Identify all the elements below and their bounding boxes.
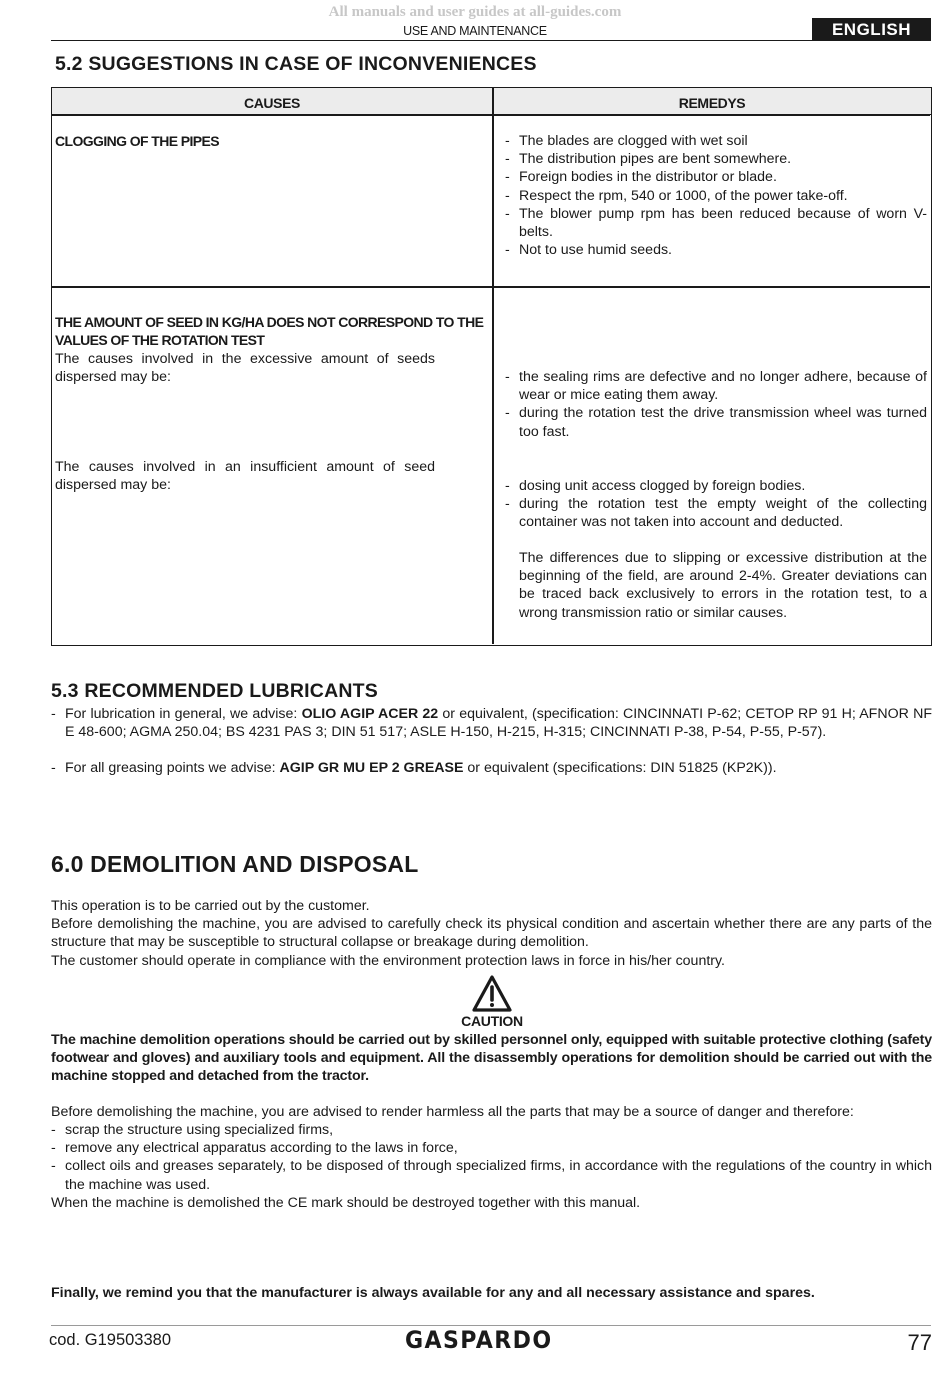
ce-mark-text: When the machine is demolished the CE mark should be destroyed together with this manual. (51, 1195, 641, 1211)
remedies-excess-list (505, 368, 927, 441)
list-item: - For all greasing points we advise: AGIP GR MU EP 2 GREASE or equivalent (specifications: DIN 51825 (KP2K)). (51, 759, 932, 777)
cause-excess-text: The causes involved in the excessive amount of seeds dispersed may be: (55, 351, 435, 386)
before-demolishing-text: Before demolishing the machine, you are advised to render harmless all the parts that may be a source of danger and therefore: (51, 1104, 854, 1120)
list-item: - The blades are clogged with wet soil (505, 132, 927, 150)
list-item: - dosing unit access clogged by foreign bodies. (505, 477, 927, 495)
list-item: - collect oils and greases separately, to be disposed of through specialized firms, in accordance with the regulations of the country in which the machine was used. (51, 1157, 932, 1193)
caution-label: CAUTION (461, 1013, 523, 1029)
paragraph: The customer should operate in compliance with the environment protection laws in force in his/her country. (51, 952, 725, 969)
cause-insufficient-text: The causes involved in an insufficient amount of seed dispersed may be: (55, 459, 435, 494)
grease-product-name: AGIP GR MU EP 2 GREASE (279, 760, 464, 777)
list-item: - during the rotation test the empty weight of the collecting container was not taken into account and deducted. (505, 495, 927, 531)
section-5-2-title: 5.2 SUGGESTIONS IN CASE OF INCONVENIENCES (55, 53, 537, 75)
list-item: - Foreign bodies in the distributor or blade. (505, 168, 927, 186)
list-item: - For lubrication in general, we advise: OLIO AGIP ACER 22 or equivalent, (specification: CINCINNATI P-62; CETOP RP 91 H; AFNOR NF E 48-600; AGMA 250.04; BS 4231 PAS 3; DIN 51 517; ASLE H-150, H-215, H-315; CINCINNATI P-38, P-54, P-55, P-57). (51, 705, 932, 741)
watermark-text: All manuals and user guides at all-guides.com (328, 4, 622, 20)
remedies-clogging-list (505, 132, 927, 259)
caution-text: The machine demolition operations should be carried out by skilled personnel only, equipped with suitable protective clothing (safety footwear and gloves) and auxiliary tools and equipment. All the disassembly operations for demolition should be carried out with the machine stopped and detached from the tractor. (51, 1032, 932, 1085)
list-item: - The distribution pipes are bent somewhere. (505, 150, 927, 168)
list-item: - during the rotation test the drive transmission wheel was turned too fast. (505, 404, 927, 440)
table-header-rule (52, 114, 930, 116)
column-header-remedies: REMEDYS (493, 88, 931, 115)
list-item: - The blower pump rpm has been reduced because of worn V-belts. (505, 205, 927, 241)
cause-seed-amount-title: THE AMOUNT OF SEED IN KG/HA DOES NOT CORRESPOND TO THE VALUES OF THE ROTATION TEST (55, 314, 484, 349)
lubricants-list (51, 705, 932, 778)
header-subtitle: USE AND MAINTENANCE (403, 24, 547, 38)
document-code: cod. G19503380 (49, 1331, 172, 1349)
warning-triangle-icon (472, 975, 512, 1013)
section-6-0-title: 6.0 DEMOLITION AND DISPOSAL (51, 851, 419, 877)
demolition-intro (51, 897, 932, 970)
paragraph: This operation is to be carried out by the customer. (51, 898, 370, 914)
language-badge: ENGLISH (812, 18, 931, 41)
list-item: - remove any electrical apparatus according to the laws in force, (51, 1139, 932, 1157)
remedies-insufficient-list (505, 477, 927, 532)
seed-deviation-note: The differences due to slipping or excessive distribution at the beginning of the field, are around 2-4%. Greater deviations can be traced back exclusively to errors in the rotation test, to a wrong transmission ratio or similar causes. (519, 550, 927, 621)
table-row-divider (52, 286, 930, 288)
inconveniences-table (51, 87, 932, 646)
page-number: 77 (907, 1330, 932, 1355)
column-header-causes: CAUSES (52, 88, 492, 115)
list-item: - scrap the structure using specialized firms, (51, 1121, 932, 1139)
cause-clogging-pipes: CLOGGING OF THE PIPES (55, 133, 219, 149)
table-column-divider (492, 88, 494, 644)
paragraph: Before demolishing the machine, you are advised to carefully check its physical condition and ascertain whether there are any parts of the structure that may be susceptible to structural collapse or breakage during demolition. (51, 916, 932, 951)
oil-product-name: OLIO AGIP ACER 22 (301, 706, 439, 722)
list-item: - Not to use humid seeds. (505, 241, 927, 259)
final-reminder-text: Finally, we remind you that the manufacturer is always available for any and all necessary assistance and spares. (51, 1285, 815, 1301)
section-5-3-title: 5.3 RECOMMENDED LUBRICANTS (51, 680, 378, 702)
list-item: - the sealing rims are defective and no longer adhere, because of wear or mice eating them away. (505, 368, 927, 404)
brand-logo: GASPARDO (405, 1326, 553, 1354)
list-item: - Respect the rpm, 540 or 1000, of the power take-off. (505, 187, 927, 205)
demolition-steps-list (51, 1121, 932, 1194)
header-rule (51, 40, 931, 41)
